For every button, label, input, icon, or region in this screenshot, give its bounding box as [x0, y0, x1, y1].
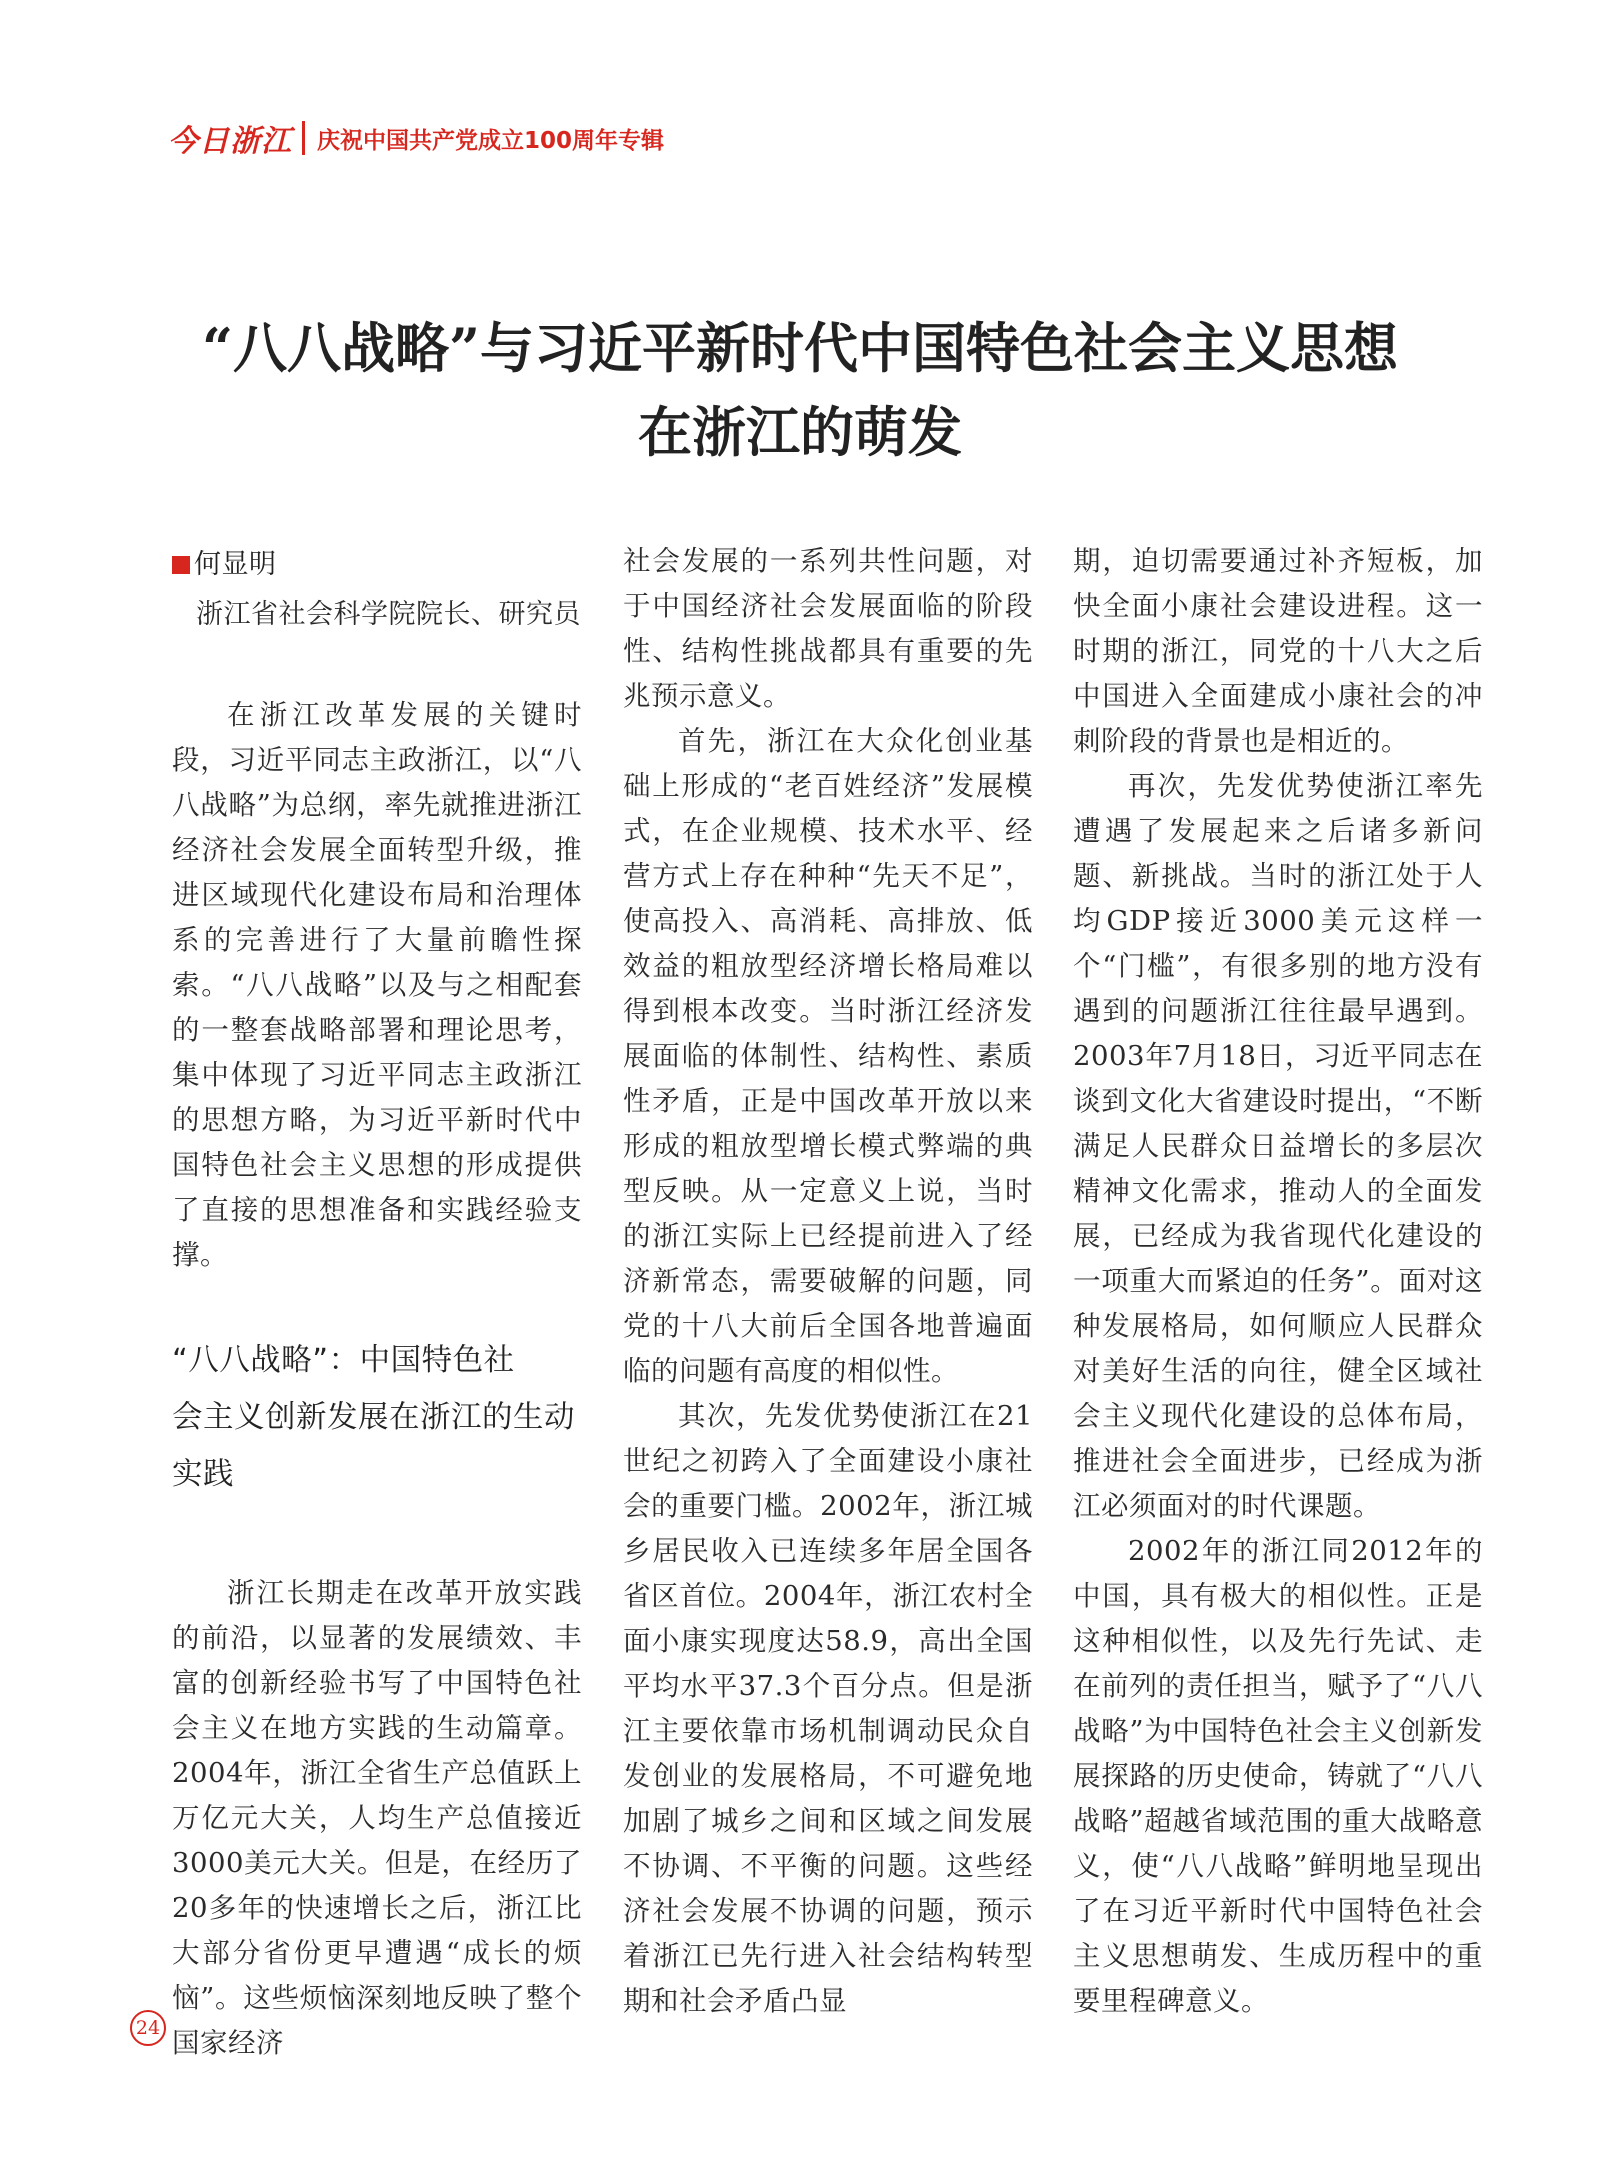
- column-1: [172, 545, 582, 2066]
- column-2: [623, 539, 1033, 2024]
- paragraph: 首先，浙江在大众化创业基础上形成的“老百姓经济”发展模式，在企业规模、技术水平、经营方式上存在种种“先天不足”，使高投入、高消耗、高排放、低效益的粗放型经济增长格局难以得到根本改变。当时浙江经济发展面临的体制性、结构性、素质性矛盾，正是中国改革开放以来形成的粗放型增长模式弊端的典型反映。从一定意义上说，当时的浙江实际上已经提前进入了经济新常态，需要破解的问题，同党的十八大前后全国各地普遍面临的问题有高度的相似性。: [623, 725, 1033, 1387]
- paragraph: 2002年的浙江同2012年的中国，具有极大的相似性。正是这种相似性，以及先行先试、走在前列的责任担当，赋予了“八八战略”为中国特色社会主义创新发展探路的历史使命，铸就了“八八战略”超越省域范围的重大战略意义，使“八八战略”鲜明地呈现出了在习近平新时代中国特色社会主义思想萌发、生成历程中的重要里程碑意义。: [1073, 1535, 1483, 2017]
- article-title: [0, 306, 1600, 474]
- section-heading-line: 会主义创新发展在浙江的生动: [172, 1400, 575, 1435]
- page-header: [168, 116, 664, 160]
- paragraph: 其次，先发优势使浙江在21世纪之初跨入了全面建设小康社会的重要门槛。2002年，浙江城乡居民收入已连续多年居全国各省区首位。2004年，浙江农村全面小康实现度达58.9，高出全国平均水平37.3个百分点。但是浙江主要依靠市场机制调动民众自发创业的发展格局，不可避免地加剧了城乡之间和区域之间发展不协调、不平衡的问题。这些经济社会发展不协调的问题，预示着浙江已先行进入社会结构转型期和社会矛盾凸显: [623, 1400, 1033, 2017]
- article-title-line2: 在浙江的萌发: [638, 400, 962, 464]
- author-line: [172, 545, 582, 585]
- section-heading-line: 实践: [172, 1457, 234, 1492]
- paragraph: 期，迫切需要通过补齐短板，加快全面小康社会建设进程。这一时期的浙江，同党的十八大之后中国进入全面建成小康社会的冲刺阶段的背景也是相近的。: [1073, 545, 1483, 757]
- author-marker-icon: [172, 556, 190, 574]
- section-heading-line: “八八战略”：中国特色社: [172, 1343, 515, 1378]
- paragraph: 社会发展的一系列共性问题，对于中国经济社会发展面临的阶段性、结构性挑战都具有重要的先兆预示意义。: [623, 545, 1033, 712]
- paragraph: 再次，先发优势使浙江率先遭遇了发展起来之后诸多新问题、新挑战。当时的浙江处于人均GDP接近3000美元这样一个“门槛”，有很多别的地方没有遇到的问题浙江往往最早遇到。2003年7月18日，习近平同志在谈到文化大省建设时提出，“不断满足人民群众日益增长的多层次精神文化需求，推动人的全面发展，已经成为我省现代化建设的一项重大而紧迫的任务”。面对这种发展格局，如何顺应人民群众对美好生活的向往，健全区域社会主义现代化建设的总体布局，推进社会全面进步，已经成为浙江必须面对的时代课题。: [1073, 770, 1483, 1522]
- section-label: 庆祝中国共产党成立100周年专辑: [317, 127, 665, 154]
- author-name: 何显明: [194, 549, 277, 580]
- header-divider: [302, 121, 305, 155]
- paragraph: 在浙江改革发展的关键时段，习近平同志主政浙江，以“八八战略”为总纲，率先就推进浙江经济社会发展全面转型升级，推进区域现代化建设布局和治理体系的完善进行了大量前瞻性探索。“八八战略”以及与之相配套的一整套战略部署和理论思考，集中体现了习近平同志主政浙江的思想方略，为习近平新时代中国特色社会主义思想的形成提供了直接的思想准备和实践经验支撑。: [172, 699, 582, 1271]
- column-3: [1073, 539, 1483, 2024]
- article-title-line1: “八八战略”与习近平新时代中国特色社会主义思想: [201, 316, 1399, 380]
- page-number: 24: [130, 2010, 166, 2046]
- magazine-logo: 今日浙江: [168, 124, 292, 159]
- author-affiliation: 浙江省社会科学院院长、研究员: [196, 599, 581, 630]
- paragraph: 浙江长期走在改革开放实践的前沿，以显著的发展绩效、丰富的创新经验书写了中国特色社会主义在地方实践的生动篇章。2004年，浙江全省生产总值跃上万亿元大关，人均生产总值接近3000美元大关。但是，在经历了20多年的快速增长之后，浙江比大部分省份更早遭遇“成长的烦恼”。这些烦恼深刻地反映了整个国家经济: [172, 1577, 582, 2059]
- section-heading: [172, 1332, 582, 1503]
